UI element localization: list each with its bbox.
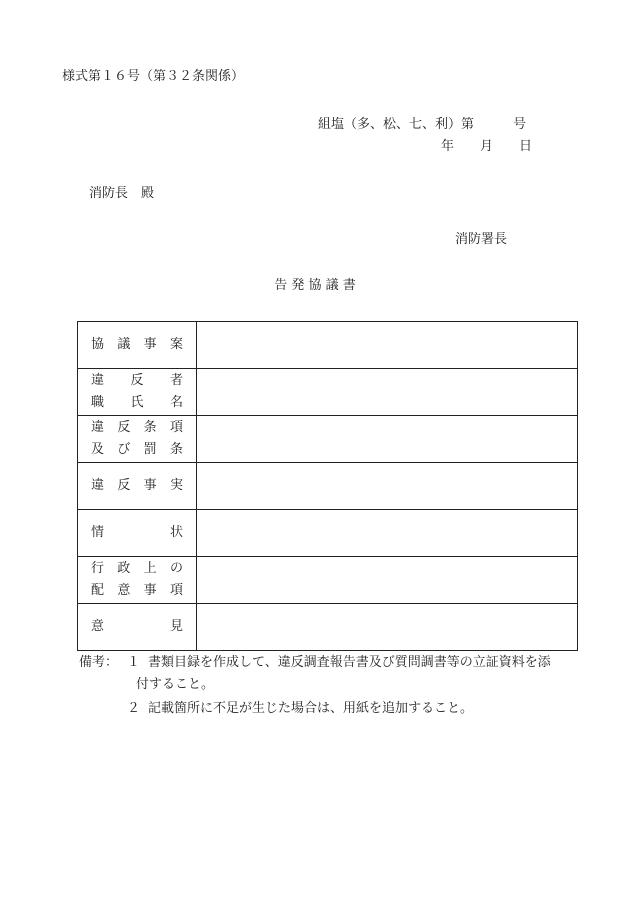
row-label: [78, 463, 196, 509]
sender: 消防署長: [455, 232, 508, 247]
row-label-char: 政: [117, 561, 131, 576]
row-label: [78, 604, 196, 650]
row-label-char: 違: [91, 478, 105, 493]
row-value-field[interactable]: [197, 557, 578, 604]
row-label: [78, 369, 196, 415]
note-number: ２: [127, 701, 141, 716]
row-label-char: 条: [143, 420, 157, 435]
honorific: 殿: [141, 186, 155, 201]
row-value-field[interactable]: [197, 604, 578, 651]
row-value-field[interactable]: [197, 510, 578, 557]
row-label-char: の: [169, 561, 183, 576]
row-label-char: 事: [143, 478, 157, 493]
row-label: [78, 557, 196, 603]
row-label-cell: [78, 604, 197, 651]
row-label-char: 氏: [130, 395, 144, 410]
row-label-cell: [78, 463, 197, 510]
row-label-char: 違: [91, 373, 105, 388]
row-label-line: [91, 439, 183, 461]
row-label-char: 案: [169, 337, 183, 352]
row-label-char: 反: [117, 478, 131, 493]
row-label-line: [91, 522, 183, 544]
row-label-cell: [78, 369, 197, 416]
row-label-char: 条: [169, 442, 183, 457]
row-label-char: 違: [91, 420, 105, 435]
row-label-char: 罰: [143, 442, 157, 457]
row-label-line: [91, 334, 183, 356]
row-label-char: 意: [117, 583, 131, 598]
row-label: [78, 416, 196, 462]
form-number: 様式第１６号（第３２条関係）: [62, 69, 245, 84]
row-label: [78, 510, 196, 556]
row-label-line: [91, 475, 183, 497]
row-value-field[interactable]: [197, 416, 578, 463]
consultation-table: [77, 321, 578, 651]
row-label-cell: [78, 510, 197, 557]
row-label-line: [91, 558, 183, 580]
row-label-char: 実: [169, 478, 183, 493]
table-row: [78, 369, 578, 416]
row-label-char: 見: [169, 619, 183, 634]
note-text-continuation: 付すること。: [136, 677, 215, 692]
row-label-char: び: [117, 442, 131, 457]
row-label-cell: [78, 557, 197, 604]
row-label-char: 事: [143, 337, 157, 352]
row-label-char: 反: [117, 420, 131, 435]
row-label-char: 議: [117, 337, 131, 352]
row-label-char: 項: [169, 420, 183, 435]
row-label-line: [91, 370, 183, 392]
row-label-char: 情: [91, 525, 105, 540]
table-row: [78, 463, 578, 510]
row-label-char: 事: [143, 583, 157, 598]
table-row: [78, 557, 578, 604]
table-row: [78, 416, 578, 463]
row-label-char: 反: [130, 373, 144, 388]
row-label-char: 者: [169, 373, 183, 388]
date-line: 年 月 日: [441, 139, 533, 154]
row-label-line: [91, 580, 183, 602]
notes-heading: 備考：: [79, 655, 119, 670]
row-label-char: 状: [169, 525, 183, 540]
row-label-cell: [78, 416, 197, 463]
addressee-line: [89, 187, 154, 200]
note-text: 書類目録を作成して、違反調査報告書及び質問調書等の立証資料を添: [148, 655, 551, 670]
row-label-line: [91, 392, 183, 414]
row-label-char: 配: [91, 583, 105, 598]
document-title: 告 発 協 議 書: [274, 278, 356, 293]
consultation-table-body: [78, 322, 578, 651]
row-label-line: [91, 616, 183, 638]
row-label: [78, 322, 196, 368]
addressee: 消防長: [89, 186, 129, 201]
row-label-char: 職: [91, 395, 105, 410]
row-label-cell: [78, 322, 197, 369]
addressee-spacer: [128, 186, 141, 201]
table-row: [78, 322, 578, 369]
table-row: [78, 604, 578, 651]
note-number: １: [127, 655, 141, 670]
table-row: [78, 510, 578, 557]
row-label-char: 行: [91, 561, 105, 576]
row-label-char: 及: [91, 442, 105, 457]
row-label-char: 意: [91, 619, 105, 634]
row-value-field[interactable]: [197, 369, 578, 416]
row-label-line: [91, 417, 183, 439]
note-text: 記載箇所に不足が生じた場合は、用紙を追加すること。: [148, 701, 474, 716]
row-label-char: 名: [169, 395, 183, 410]
row-label-char: 項: [169, 583, 183, 598]
document-number-line: 組塩（多、松、七、利）第 号: [318, 117, 527, 132]
row-label-char: 上: [143, 561, 157, 576]
row-value-field[interactable]: [197, 463, 578, 510]
row-label-char: 協: [91, 337, 105, 352]
row-value-field[interactable]: [197, 322, 578, 369]
